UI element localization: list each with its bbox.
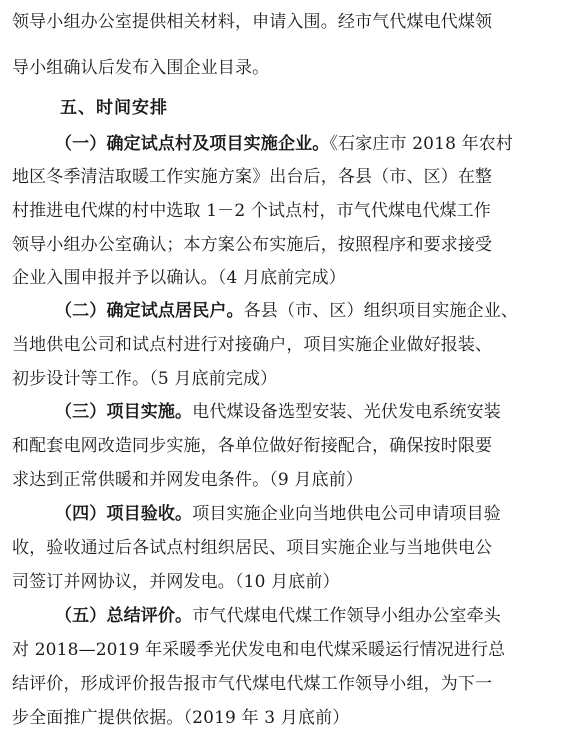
item-5-title: （五）总结评价。 (55, 606, 193, 626)
item-3-line-3: 求达到正常供暖和并网发电条件。（9 月底前） (12, 470, 364, 490)
item-4-line-1: 项目实施企业向当地供电公司申请项目验 (192, 504, 501, 524)
item-5-line-3: 结评价，形成评价报告报市气代煤电代煤工作领导小组，为下一 (12, 674, 493, 694)
item-4-first-line (55, 502, 551, 526)
item-5-line-1: 市气代煤电代煤工作领导小组办公室牵头 (192, 606, 501, 626)
item-5-first-line (55, 604, 551, 628)
section-heading: 五、时间安排 (60, 98, 168, 118)
item-2-first-line (55, 299, 551, 323)
item-1-line-2: 地区冬季清洁取暖工作实施方案》出台后，各县（市、区）在整 (12, 167, 493, 187)
item-1-first-line (55, 132, 551, 156)
item-1-line-3: 村推进电代煤的村中选取 1－2 个试点村，市气代煤电代煤工作 (12, 201, 491, 221)
intro-line-2: 导小组确认后发布入围企业目录。 (12, 58, 270, 78)
item-2-title: （二）确定试点居民户。 (55, 301, 244, 321)
item-1-line-4: 领导小组办公室确认；本方案公布实施后，按照程序和要求接受 (12, 235, 493, 255)
item-1-title: （一）确定试点村及项目实施企业。 (55, 134, 330, 154)
item-2-line-3: 初步设计等工作。（5 月底前完成） (12, 369, 278, 389)
item-1-line-1: 《石家庄市 2018 年农村 (329, 134, 514, 154)
item-4-line-3: 司签订并网协议，并网发电。（10 月底前） (12, 572, 340, 592)
item-2-line-2: 当地供电公司和试点村进行对接确户，项目实施企业做好报装、 (12, 335, 493, 355)
item-4-line-2: 收，验收通过后各试点村组织居民、项目实施企业与当地供电公 (12, 538, 493, 558)
item-2-line-1: 各县（市、区）组织项目实施企业、 (243, 301, 519, 321)
item-3-first-line (55, 400, 551, 424)
item-5-line-2: 对 2018—2019 年采暖季光伏发电和电代煤采暖运行情况进行总 (12, 640, 506, 660)
item-5-line-4: 步全面推广提供依据。（2019 年 3 月底前） (12, 708, 350, 728)
item-1-line-5: 企业入围申报并予以确认。（4 月底前完成） (12, 268, 346, 288)
item-3-title: （三）项目实施。 (55, 402, 193, 422)
item-3-line-1: 电代煤设备选型安装、光伏发电系统安装 (192, 402, 501, 422)
intro-line-1: 领导小组办公室提供相关材料，申请入围。经市气代煤电代煤领 (12, 12, 493, 32)
item-3-line-2: 和配套电网改造同步实施，各单位做好衔接配合，确保按时限要 (12, 436, 493, 456)
item-4-title: （四）项目验收。 (55, 504, 193, 524)
